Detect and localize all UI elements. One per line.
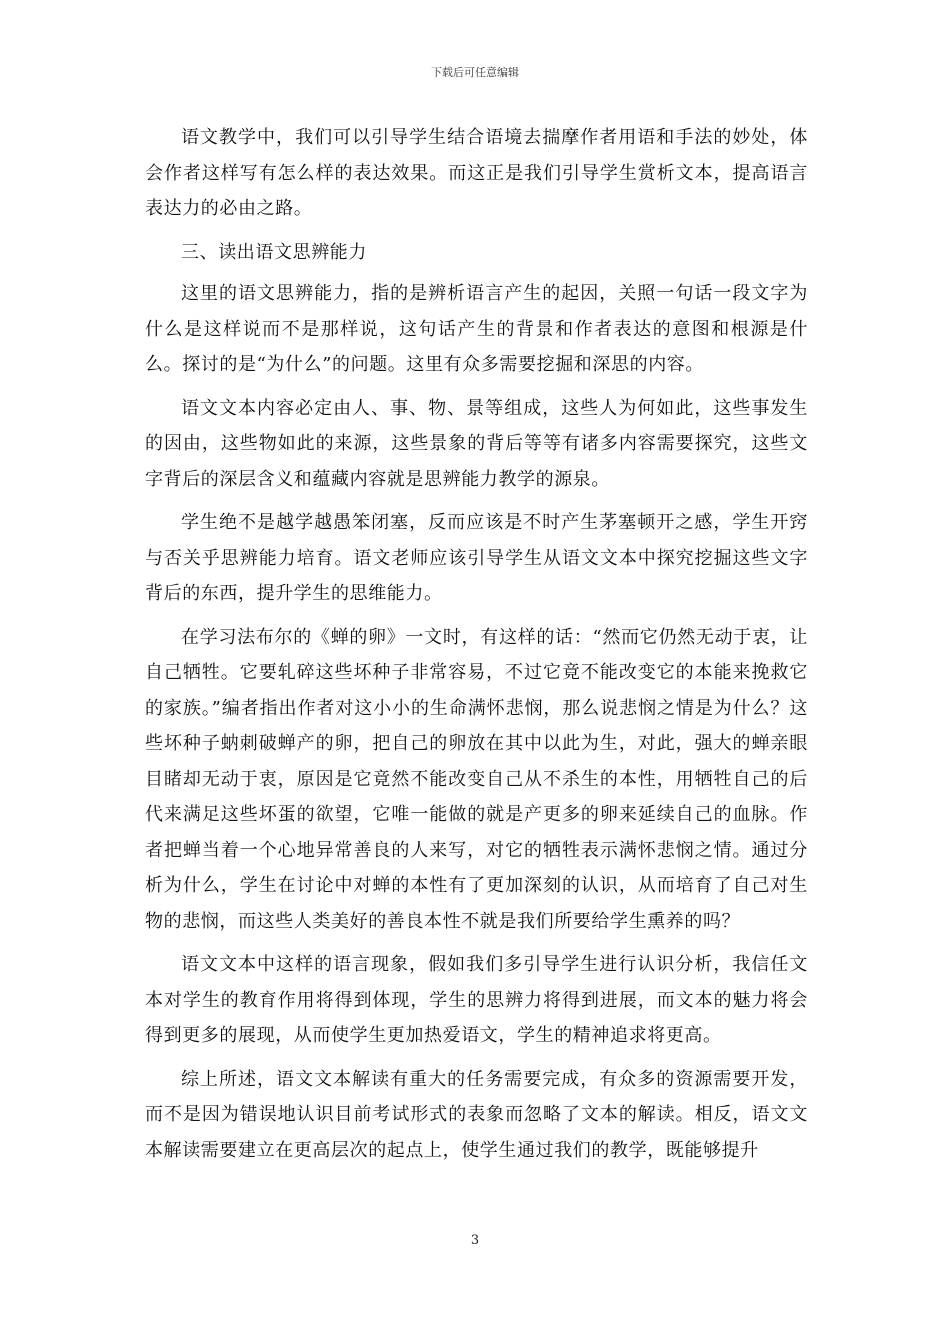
paragraph-language-phenomena: 语文文本中这样的语言现象，假如我们多引导学生进行认识分析，我信任文本对学生的教育作用将得到体现，学生的思辨力将得到进展，而文本的魅力将会得到更多的展现，从而使学生更加热爱语文，学生的精神追求将更高。 <box>145 954 808 1046</box>
paragraph-student-enlightenment: 学生绝不是越学越愚笨闭塞，反而应该是不时产生茅塞顿开之感，学生开窍与否关乎思辨能力培育。语文老师应该引导学生从语文文本中探究挖掘这些文字背后的东西，提升学生的思维能力。 <box>145 512 808 604</box>
section-heading-thinking: 三、读出语文思辨能力 <box>181 241 367 263</box>
document-body <box>145 120 808 1176</box>
page-number: 3 <box>470 1233 480 1248</box>
paragraph-conclusion: 综上所述，语文文本解读有重大的任务需要完成，有众多的资源需要开发，而不是因为错误地认识目前考试形式的表象而忽略了文本的解读。相反，语文文本解读需要建立在更高层次的起点上，使学生通过我们的教学，既能够提升 <box>145 1068 808 1161</box>
paragraph-cicada-example: 在学习法布尔的《蝉的卵》一文时，有这样的话：“然而它仍然无动于衷，让自己牺牲。它要轧碎这些坏种子非常容易，不过它竟不能改变它的本能来挽救它的家族。”编者指出作者对这小小的生命满怀悲悯，那么说悲悯之情是为什么？这些坏种子蚋刺破蝉产的卵，把自己的卵放在其中以此为生，对此，强大的蝉亲眼目睹却无动于衷，原因是它竟然不能改变自己从不杀生的本性，用牺牲自己的后代来满足这些坏蛋的欲望，它唯一能做的就是产更多的卵来延续自己的血脉。作者把蝉当着一个心地异常善良的人来写，对它的牺牲表示满怀悲悯之情。通过分析为什么，学生在讨论中对蝉的本性有了更加深刻的认识，从而培育了自己对生物的悲悯，而这些人类美好的善良本性不就是我们所要给学生熏养的吗？ <box>145 626 808 932</box>
page-header: 下载后可任意编辑 <box>431 66 519 79</box>
paragraph-expression-effect: 语文教学中，我们可以引导学生结合语境去揣摩作者用语和手法的妙处，体会作者这样写有怎么样的表达效果。而这正是我们引导学生赏析文本，提高语言表达力的必由之路。 <box>145 127 808 219</box>
paragraph-text-content: 语文文本内容必定由人、事、物、景等组成，这些人为何如此，这些事发生的因由，这些物如此的来源，这些景象的背后等等有诸多内容需要探究，这些文字背后的深层含义和蕴藏内容就是思辨能力教学的源泉。 <box>145 397 808 490</box>
paragraph-thinking-definition: 这里的语文思辨能力，指的是辨析语言产生的起因，关照一句话一段文字为什么是这样说而不是那样说，这句话产生的背景和作者表达的意图和根源是什么。探讨的是“为什么”的问题。这里有众多需要挖掘和深思的内容。 <box>145 283 808 375</box>
